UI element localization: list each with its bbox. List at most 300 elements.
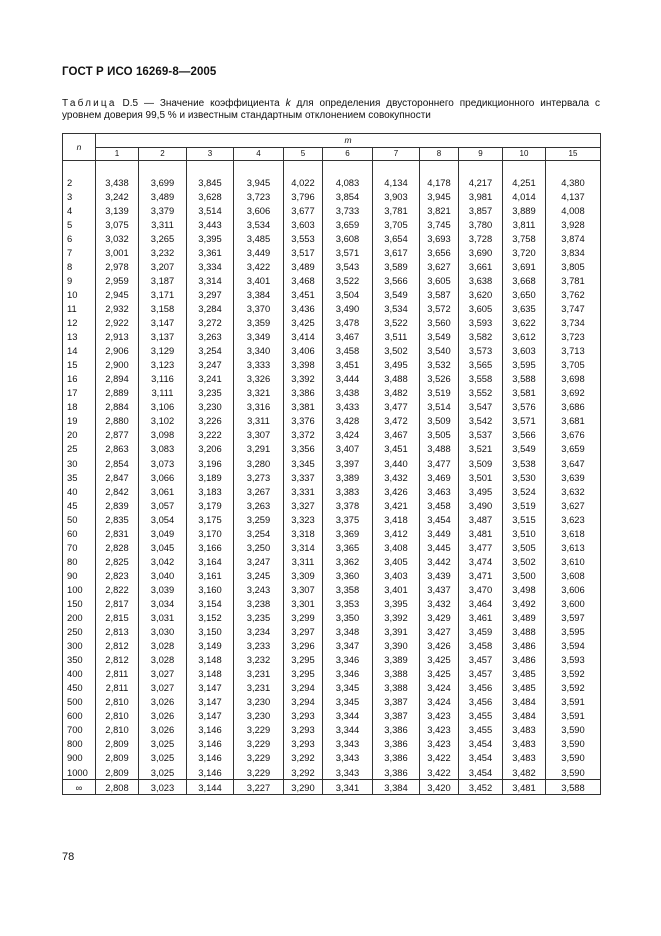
table-cell: 2,828 [96,540,139,554]
table-cell: 3,295 [284,667,323,681]
column-header-m: 9 [459,147,503,161]
table-cell: 3,477 [373,400,420,414]
table-cell: 3,384 [373,780,420,795]
table-cell: 3,699 [139,175,187,189]
table-cell: 3,343 [323,765,373,780]
table-cell: 3,425 [284,316,323,330]
table-cell: 3,600 [546,596,601,610]
table-cell: 3,272 [187,316,234,330]
table-cell: 3,455 [459,709,503,723]
table-row [63,287,601,301]
table-cell: 3,821 [420,203,459,217]
table-cell: 3,230 [234,695,284,709]
table-cell: 2,810 [96,723,139,737]
table-cell: 3,521 [459,442,503,456]
table-cell: 4,022 [284,175,323,189]
table-cell: 3,659 [546,442,601,456]
table-cell: 3,026 [139,723,187,737]
column-header-m: 8 [420,147,459,161]
document-header: ГОСТ Р ИСО 16269-8—2005 [62,66,217,78]
table-cell: 3,344 [323,709,373,723]
table-row [63,316,601,330]
table-cell: 3,160 [187,582,234,596]
table-cell: 3,386 [373,751,420,765]
table-cell: 3,333 [234,358,284,372]
table-cell: 3,326 [234,372,284,386]
table-cell: 3,232 [234,653,284,667]
table-cell: 2,839 [96,498,139,512]
table-cell: 3,032 [96,231,139,245]
table-cell: 3,293 [284,709,323,723]
table-cell: 3,147 [187,709,234,723]
table-cell: 3,487 [459,512,503,526]
table-cell: 3,581 [503,386,546,400]
table-cell: 3,378 [323,498,373,512]
table-cell: 3,467 [373,428,420,442]
table-cell: 3,698 [546,372,601,386]
table-cell: 3,560 [420,316,459,330]
table-cell: 3,470 [459,582,503,596]
table-cell: 3,297 [284,625,323,639]
row-label-n: 300 [63,639,96,653]
table-cell: 3,295 [284,653,323,667]
table-cell: 3,509 [420,414,459,428]
table-cell: 3,423 [420,723,459,737]
table-cell: 2,877 [96,428,139,442]
table-row [63,414,601,428]
table-cell: 3,620 [459,287,503,301]
table-cell: 4,083 [323,175,373,189]
table-cell: 3,397 [323,456,373,470]
table-cell: 3,517 [284,245,323,259]
table-cell: 2,810 [96,709,139,723]
table-cell: 4,008 [546,203,601,217]
table-row [63,709,601,723]
table-cell: 3,179 [187,498,234,512]
table-cell: 3,747 [546,301,601,315]
table-cell: 3,422 [420,751,459,765]
table-row [63,203,601,217]
table-cell: 3,137 [139,330,187,344]
table-cell: 3,426 [373,484,420,498]
table-cell: 3,522 [323,273,373,287]
table-cell: 2,817 [96,596,139,610]
table-cell: 3,166 [187,540,234,554]
table-cell: 3,161 [187,568,234,582]
table-cell: 3,590 [546,737,601,751]
table-cell: 3,903 [373,189,420,203]
table-cell: 3,463 [420,484,459,498]
table-cell: 3,945 [234,175,284,189]
table-cell: 3,589 [373,259,420,273]
table-caption [62,98,600,122]
table-cell: 3,426 [420,639,459,653]
row-label-n: 16 [63,372,96,386]
table-cell: 3,438 [323,386,373,400]
table-cell: 3,805 [546,259,601,273]
table-cell: 3,341 [323,780,373,795]
table-cell: 3,292 [284,751,323,765]
table-row [63,372,601,386]
table-row [63,512,601,526]
table-cell: 3,474 [459,554,503,568]
table-cell: 3,758 [503,231,546,245]
table-cell: 3,383 [323,484,373,498]
table-cell: 3,618 [546,526,601,540]
table-cell: 3,571 [503,414,546,428]
table-cell: 3,386 [373,765,420,780]
table-cell: 3,346 [323,653,373,667]
table-cell: 3,028 [139,653,187,667]
table-cell: 2,932 [96,301,139,315]
table-cell: 3,231 [234,681,284,695]
table-cell: 3,343 [323,751,373,765]
row-label-n: 12 [63,316,96,330]
table-cell: 3,345 [323,681,373,695]
table-cell: 3,238 [234,596,284,610]
caption-k-symbol: k [285,98,291,109]
coefficient-table [62,133,601,795]
table-cell: 3,230 [187,400,234,414]
table-cell: 3,422 [420,765,459,780]
table-cell: 3,485 [503,667,546,681]
table-row [63,667,601,681]
spacer-row [63,161,601,176]
table-cell: 3,490 [459,498,503,512]
table-cell: 3,502 [503,554,546,568]
table-cell: 3,425 [420,667,459,681]
row-label-n: 45 [63,498,96,512]
table-cell: 3,549 [373,287,420,301]
table-cell: 2,906 [96,344,139,358]
table-cell: 3,401 [234,273,284,287]
table-cell: 3,796 [284,189,323,203]
table-row [63,470,601,484]
table-cell: 3,229 [234,723,284,737]
table-cell: 3,001 [96,245,139,259]
table-cell: 3,242 [96,189,139,203]
table-row [63,526,601,540]
table-cell: 3,656 [420,245,459,259]
column-header-n: n [63,134,96,161]
table-cell: 2,959 [96,273,139,287]
table-row [63,189,601,203]
table-cell: 2,913 [96,330,139,344]
table-cell: 3,780 [459,217,503,231]
table-cell: 3,407 [323,442,373,456]
table-cell: 3,592 [546,667,601,681]
table-cell: 3,424 [420,695,459,709]
table-cell: 4,134 [373,175,420,189]
table-cell: 3,334 [187,259,234,273]
table-cell: 3,488 [373,372,420,386]
table-cell: 3,659 [323,217,373,231]
table-row [63,428,601,442]
table-cell: 2,825 [96,554,139,568]
table-cell: 3,314 [187,273,234,287]
table-cell: 3,389 [373,653,420,667]
caption-text: для определения двустороннего предикционного интервала с уровнем доверия 99,5 % и известным стандартным отклонением совокупности [62,98,600,121]
table-cell: 2,889 [96,386,139,400]
table-cell: 3,241 [187,372,234,386]
table-cell: 3,049 [139,526,187,540]
table-cell: 3,297 [187,287,234,301]
table-cell: 3,346 [323,667,373,681]
table-cell: 2,808 [96,780,139,795]
table-cell: 3,386 [284,386,323,400]
table-row [63,400,601,414]
column-header-m: 5 [284,147,323,161]
table-cell: 2,811 [96,681,139,695]
table-cell: 3,588 [546,780,601,795]
table-cell: 3,388 [373,667,420,681]
table-cell: 3,083 [139,442,187,456]
table-cell: 3,534 [234,217,284,231]
row-label-n: 4 [63,203,96,217]
table-cell: 3,307 [284,582,323,596]
table-cell: 3,558 [459,372,503,386]
table-cell: 3,152 [187,611,234,625]
table-cell: 3,445 [420,540,459,554]
table-cell: 3,403 [373,568,420,582]
row-label-n: 70 [63,540,96,554]
column-header-m: 4 [234,147,284,161]
table-row [63,330,601,344]
table-cell: 3,472 [373,414,420,428]
table-row [63,231,601,245]
table-cell: 3,661 [459,259,503,273]
table-cell: 3,456 [459,695,503,709]
table-cell: 3,606 [546,582,601,596]
table-cell: 3,542 [459,414,503,428]
table-cell: 3,610 [546,554,601,568]
table-cell: 3,495 [373,358,420,372]
row-label-n: 400 [63,667,96,681]
table-cell: 3,232 [139,245,187,259]
caption-label: Таблица [62,98,117,109]
table-cell: 3,376 [284,414,323,428]
table-cell: 3,603 [503,344,546,358]
row-label-n: 600 [63,709,96,723]
table-cell: 3,443 [187,217,234,231]
table-cell: 2,847 [96,470,139,484]
table-row [63,301,601,315]
table-cell: 3,301 [284,596,323,610]
table-cell: 3,486 [503,639,546,653]
table-cell: 3,458 [323,344,373,358]
row-label-n: 35 [63,470,96,484]
table-cell: 3,424 [323,428,373,442]
table-cell: 3,231 [234,667,284,681]
table-cell: 3,316 [234,400,284,414]
row-label-n: 8 [63,259,96,273]
table-cell: 3,222 [187,428,234,442]
table-cell: 3,229 [234,737,284,751]
table-cell: 3,331 [284,484,323,498]
table-cell: 3,485 [234,231,284,245]
table-cell: 3,344 [323,723,373,737]
table-cell: 2,822 [96,582,139,596]
table-cell: 3,510 [503,526,546,540]
table-cell: 3,613 [546,540,601,554]
table-cell: 3,348 [323,625,373,639]
table-cell: 3,436 [284,301,323,315]
table-cell: 3,781 [373,203,420,217]
table-cell: 3,498 [503,582,546,596]
table-cell: 3,226 [187,414,234,428]
table-cell: 3,418 [373,512,420,526]
table-cell: 3,622 [503,316,546,330]
row-label-n: 100 [63,582,96,596]
table-cell: 3,489 [284,259,323,273]
table-cell: 3,566 [373,273,420,287]
table-cell: 3,424 [420,681,459,695]
table-cell: 3,482 [373,386,420,400]
column-header-row [63,147,601,161]
table-cell: 3,398 [284,358,323,372]
row-label-n: 25 [63,442,96,456]
table-cell: 3,296 [284,639,323,653]
table-cell: 3,597 [546,611,601,625]
table-cell: 3,347 [323,639,373,653]
column-header-m: 6 [323,147,373,161]
table-cell: 3,451 [284,287,323,301]
row-label-n: 9 [63,273,96,287]
table-cell: 3,635 [503,301,546,315]
row-label-n: 450 [63,681,96,695]
table-cell: 3,147 [139,316,187,330]
table-cell: 3,406 [284,344,323,358]
table-cell: 3,488 [503,625,546,639]
table-cell: 3,444 [323,372,373,386]
table-cell: 3,854 [323,189,373,203]
table-cell: 3,183 [187,484,234,498]
table-cell: 3,025 [139,751,187,765]
table-row [63,568,601,582]
table-cell: 3,154 [187,596,234,610]
table-cell: 3,039 [139,582,187,596]
row-label-n: 40 [63,484,96,498]
row-label-n: 7 [63,245,96,259]
table-cell: 3,340 [234,344,284,358]
table-cell: 3,229 [234,765,284,780]
table-cell: 3,587 [420,287,459,301]
table-cell: 3,485 [503,681,546,695]
row-label-n: ∞ [63,780,96,795]
table-cell: 3,781 [546,273,601,287]
table-cell: 3,034 [139,596,187,610]
table-cell: 3,632 [546,484,601,498]
table-cell: 3,388 [373,681,420,695]
table-cell: 3,565 [459,358,503,372]
column-header-m: 10 [503,147,546,161]
table-cell: 3,392 [284,372,323,386]
table-cell: 3,102 [139,414,187,428]
table-cell: 3,677 [284,203,323,217]
table-row [63,217,601,231]
table-row [63,344,601,358]
table-cell: 3,733 [323,203,373,217]
table-cell: 3,387 [373,709,420,723]
table-cell: 3,139 [96,203,139,217]
table-cell: 3,543 [323,259,373,273]
table-cell: 3,375 [323,512,373,526]
table-cell: 3,263 [234,498,284,512]
table-cell: 3,693 [420,231,459,245]
table-cell: 3,692 [546,386,601,400]
table-cell: 3,468 [284,273,323,287]
row-label-n: 150 [63,596,96,610]
table-cell: 3,235 [234,611,284,625]
table-cell: 3,495 [459,484,503,498]
table-cell: 3,423 [420,709,459,723]
table-cell: 3,318 [284,526,323,540]
table-cell: 3,146 [187,737,234,751]
row-label-n: 14 [63,344,96,358]
table-cell: 3,259 [234,512,284,526]
table-cell: 3,106 [139,400,187,414]
table-row [63,245,601,259]
table-cell: 3,147 [187,681,234,695]
row-label-n: 90 [63,568,96,582]
table-cell: 3,250 [234,540,284,554]
table-cell: 3,391 [373,625,420,639]
table-cell: 3,590 [546,723,601,737]
table-cell: 2,978 [96,259,139,273]
table-cell: 3,464 [459,596,503,610]
table-cell: 3,505 [503,540,546,554]
table-cell: 3,323 [284,512,323,526]
table-cell: 3,482 [503,765,546,780]
table-row [63,273,601,287]
table-cell: 3,576 [503,400,546,414]
table-cell: 3,290 [284,780,323,795]
table-cell: 3,280 [234,456,284,470]
table-cell: 2,880 [96,414,139,428]
table-cell: 3,478 [323,316,373,330]
table-cell: 3,073 [139,456,187,470]
table-cell: 3,129 [139,344,187,358]
table-row [63,780,601,795]
table-cell: 3,734 [546,316,601,330]
table-cell: 3,514 [420,400,459,414]
table-cell: 2,922 [96,316,139,330]
table-row [63,765,601,780]
table-cell: 3,588 [503,372,546,386]
table-row [63,484,601,498]
table-cell: 3,519 [420,386,459,400]
table-cell: 4,251 [503,175,546,189]
table-cell: 3,484 [503,695,546,709]
table-cell: 3,591 [546,695,601,709]
table-cell: 3,442 [420,554,459,568]
table-cell: 3,483 [503,723,546,737]
table-cell: 3,449 [234,245,284,259]
table-cell: 3,623 [546,512,601,526]
table-cell: 3,247 [234,554,284,568]
table-cell: 3,381 [284,400,323,414]
table-cell: 2,809 [96,751,139,765]
table-cell: 3,365 [323,540,373,554]
table-cell: 2,811 [96,667,139,681]
table-cell: 3,515 [503,512,546,526]
table-cell: 3,040 [139,568,187,582]
table-cell: 3,263 [187,330,234,344]
row-label-n: 200 [63,611,96,625]
row-label-n: 3 [63,189,96,203]
table-cell: 3,273 [234,470,284,484]
table-cell: 3,857 [459,203,503,217]
